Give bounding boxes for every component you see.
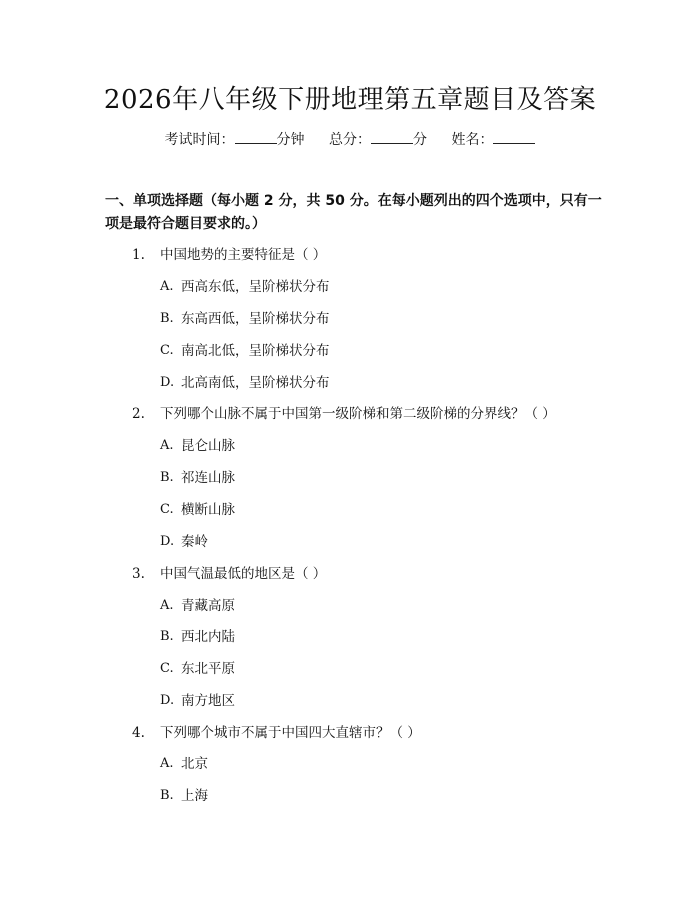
option-text: 北京 bbox=[181, 756, 208, 772]
question-number: 1. bbox=[132, 247, 145, 263]
total-score-field bbox=[329, 129, 427, 151]
option-letter: C. bbox=[160, 502, 174, 517]
option-letter: A. bbox=[160, 598, 174, 613]
option-text: 东北平原 bbox=[181, 661, 235, 677]
exam-time-unit: 分钟 bbox=[276, 132, 305, 148]
total-score-label: 总分： bbox=[329, 132, 371, 148]
question-text: 下列哪个山脉不属于中国第一级阶梯和第二级阶梯的分界线？（ ） bbox=[160, 406, 556, 422]
option-letter: C. bbox=[160, 661, 174, 676]
option-text: 横断山脉 bbox=[181, 502, 235, 518]
exam-time-field bbox=[165, 129, 305, 151]
exam-time-blank bbox=[235, 129, 277, 144]
option-text: 青藏高原 bbox=[181, 598, 235, 614]
option-text: 北高南低，呈阶梯状分布 bbox=[181, 375, 330, 391]
question-number: 3. bbox=[132, 566, 145, 582]
student-name-blank bbox=[493, 129, 535, 144]
option-text: 西北内陆 bbox=[181, 629, 235, 645]
question-text: 下列哪个城市不属于中国四大直辖市？（ ） bbox=[160, 725, 421, 741]
option-letter: D. bbox=[160, 693, 175, 708]
page-title: 2026年八年级下册地理第五章题目及答案 bbox=[103, 85, 597, 115]
option-letter: B. bbox=[160, 470, 174, 485]
option-letter: D. bbox=[160, 375, 175, 390]
student-name-field bbox=[451, 129, 535, 151]
total-score-blank bbox=[371, 129, 413, 144]
option-text: 西高东低，呈阶梯状分布 bbox=[181, 279, 330, 295]
question-number: 4. bbox=[132, 725, 145, 741]
option-text: 上海 bbox=[181, 788, 208, 804]
option-letter: D. bbox=[160, 534, 175, 549]
option-letter: B. bbox=[160, 629, 174, 644]
question-number: 2. bbox=[132, 406, 145, 422]
option-text: 南方地区 bbox=[181, 693, 235, 709]
section-heading: 一、单项选择题（每小题 2 分，共 50 分。在每小题列出的四个选项中，只有一项是最符合题目要求的。） bbox=[105, 193, 602, 232]
option-text: 东高西低，呈阶梯状分布 bbox=[181, 311, 330, 327]
option-letter: A. bbox=[160, 756, 174, 771]
option-text: 南高北低，呈阶梯状分布 bbox=[181, 343, 330, 359]
question-text: 中国气温最低的地区是（ ） bbox=[160, 566, 327, 582]
question-text: 中国地势的主要特征是（ ） bbox=[160, 247, 327, 263]
student-name-label: 姓名： bbox=[451, 132, 494, 148]
option-text: 祁连山脉 bbox=[181, 470, 235, 486]
total-score-unit: 分 bbox=[413, 132, 427, 148]
exam-time-label: 考试时间： bbox=[164, 132, 235, 148]
exam-meta-line bbox=[0, 129, 700, 151]
option-text: 秦岭 bbox=[181, 534, 208, 550]
option-text: 昆仑山脉 bbox=[181, 438, 235, 454]
option-letter: B. bbox=[160, 788, 174, 803]
option-letter: B. bbox=[160, 311, 174, 326]
option-letter: C. bbox=[160, 343, 174, 358]
option-letter: A. bbox=[160, 279, 174, 294]
option-letter: A. bbox=[160, 438, 174, 453]
